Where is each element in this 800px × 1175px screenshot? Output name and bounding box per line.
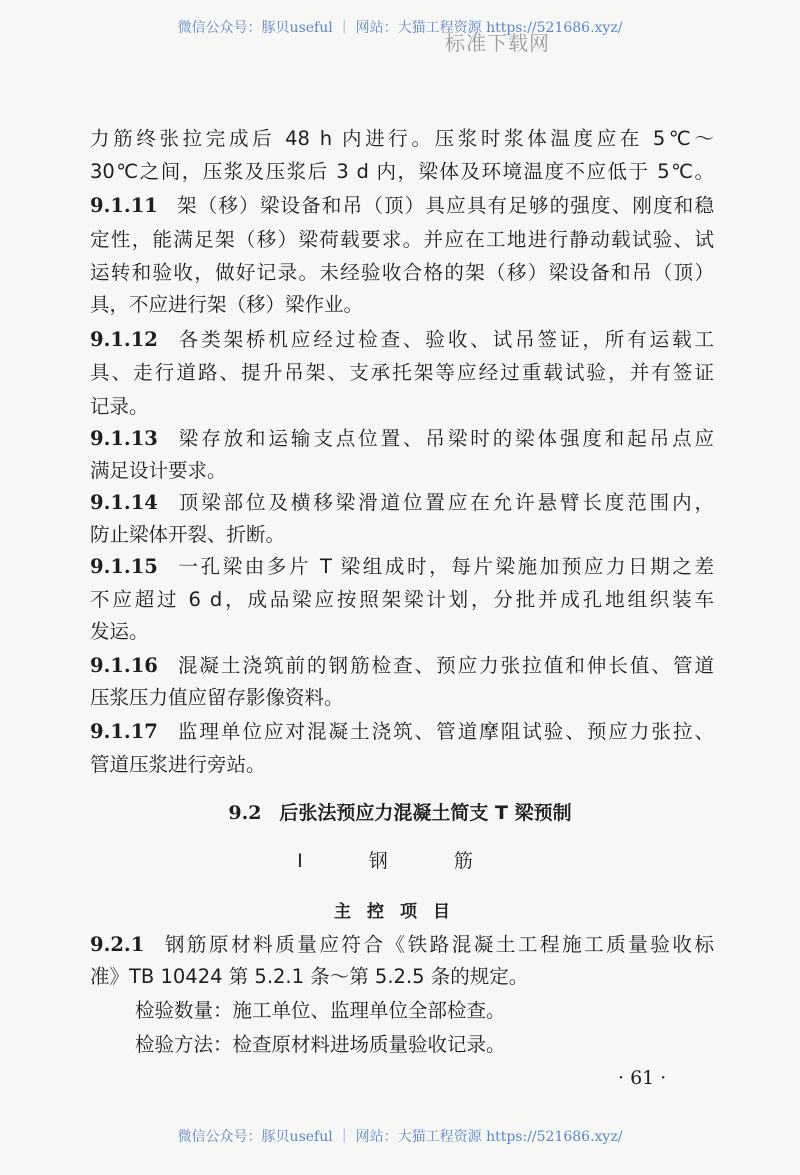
clause-9-1-11 (90, 193, 714, 219)
clause-text: 混凝土浇筑前的钢筋检查、预应力张拉值和伸长值、管道 (175, 654, 714, 677)
clause-text: 钢筋原材料质量应符合《铁路混凝土工程施工质量验收标 (162, 933, 714, 956)
clause-9-1-15 (90, 554, 714, 580)
clause-9-1-17 (90, 719, 714, 745)
watermark-top: 微信公众号：豚贝useful ｜ 网站：大猫工程资源 https://521686.xyz/ (177, 20, 623, 36)
text-line: 准》TB 10424 第 5.2.1 条～第 5.2.5 条的规定。 (90, 965, 529, 988)
clause-number: 9.2.1 (90, 933, 145, 956)
text-line: 定性，能满足架（移）梁荷载要求。并应在工地进行静动载试验、试 (90, 228, 714, 251)
clause-text: 梁存放和运输支点位置、吊梁时的梁体强度和起吊点应 (175, 427, 714, 450)
clause-number: 9.1.15 (90, 555, 158, 578)
text-line: 满足设计要求。 (90, 459, 227, 482)
clause-text: 各类架桥机应经过检查、验收、试吊签证，所有运载工 (175, 328, 714, 351)
clause-number: 9.1.11 (90, 194, 158, 217)
text-line: 防止梁体开裂、折断。 (90, 523, 286, 546)
text-line: 具、走行道路、提升吊架、支承托架等应经过重载试验，并有签证 (90, 361, 714, 384)
text-line: 不应超过 6 d，成品梁应按照架梁计划，分批并成孔地组织装车 (90, 588, 714, 611)
text-line: 发运。 (90, 620, 149, 643)
inspection-method: 检验方法：检查原材料进场质量验收记录。 (135, 1033, 506, 1056)
clause-number: 9.1.17 (90, 720, 158, 743)
text-line: 压浆压力值应留存影像资料。 (90, 686, 344, 709)
site-logo-watermark: 标准下载网 (445, 31, 550, 55)
clause-9-1-16 (90, 653, 714, 679)
clause-9-2-1 (90, 932, 714, 958)
section-title: 后张法预应力混凝土简支 T 梁预制 (279, 802, 572, 824)
clause-number: 9.1.14 (90, 491, 158, 514)
subsection-heading: Ⅰ 钢 筋 (297, 850, 503, 872)
clause-number: 9.1.12 (90, 328, 158, 351)
page-number: · 61 · (618, 1067, 667, 1089)
text-line: 管道压浆进行旁站。 (90, 753, 266, 776)
watermark-bottom: 微信公众号：豚贝useful ｜ 网站：大猫工程资源 https://521686.xyz/ (177, 1129, 623, 1145)
clause-text: 一孔梁由多片 T 梁组成时，每片梁施加预应力日期之差 (175, 555, 714, 578)
section-number: 9.2 (228, 802, 262, 824)
clause-number: 9.1.13 (90, 427, 158, 450)
clause-number: 9.1.16 (90, 654, 158, 677)
subheading: 主控项目 (334, 902, 466, 922)
text-line: 具，不应进行架（移）梁作业。 (90, 293, 364, 316)
section-heading (0, 800, 800, 826)
inspection-quantity: 检验数量：施工单位、监理单位全部检查。 (135, 999, 506, 1022)
clause-9-1-13 (90, 426, 714, 452)
clause-9-1-14 (90, 490, 714, 516)
clause-text: 顶梁部位及横移梁滑道位置应在允许悬臂长度范围内， (175, 491, 714, 514)
text-line: 力筋终张拉完成后 48 h 内进行。压浆时浆体温度应在 5℃～ (90, 127, 714, 150)
clause-9-1-12 (90, 327, 714, 353)
text-line: 记录。 (90, 395, 149, 418)
clause-text: 监理单位应对混凝土浇筑、管道摩阻试验、预应力张拉、 (175, 720, 714, 743)
text-line: 30℃之间，压浆及压浆后 3 d 内，梁体及环境温度不应低于 5℃。 (90, 160, 714, 183)
text-line: 运转和验收，做好记录。未经验收合格的架（移）梁设备和吊（顶） (90, 261, 714, 284)
clause-text: 架（移）梁设备和吊（顶）具应具有足够的强度、刚度和稳 (175, 194, 714, 217)
